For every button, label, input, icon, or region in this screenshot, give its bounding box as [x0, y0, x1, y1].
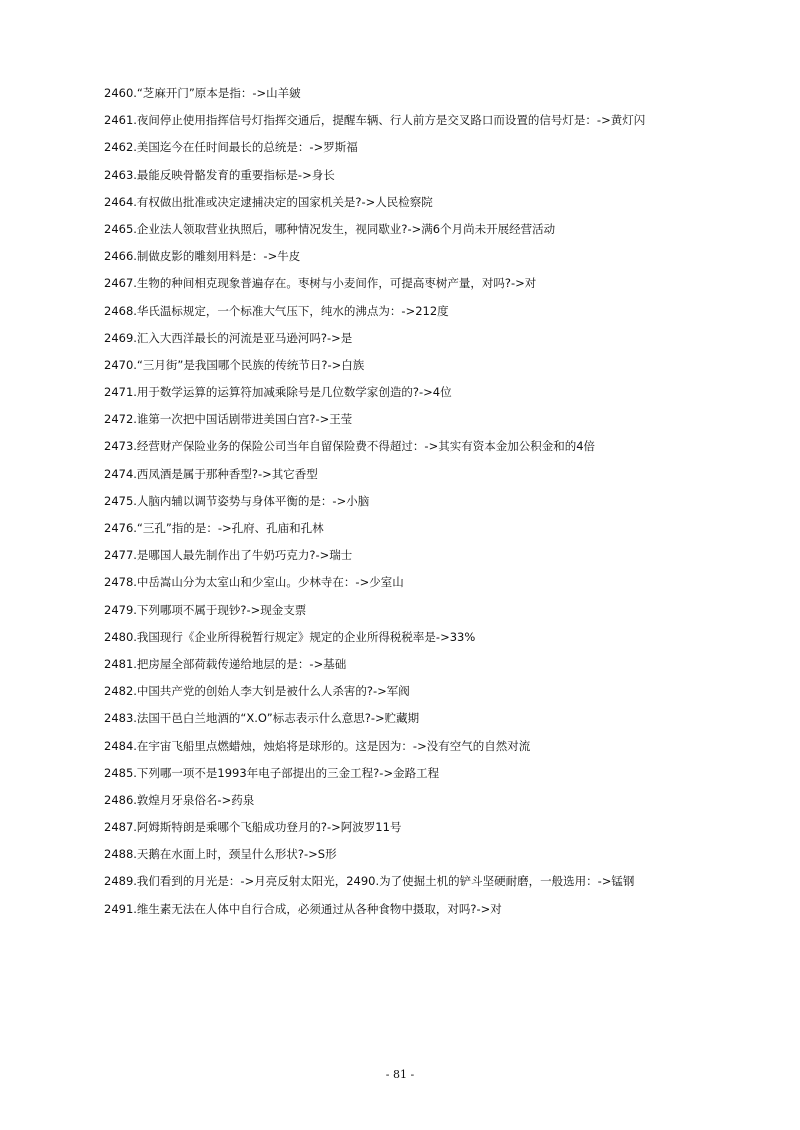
list-item: 2488.天鹅在水面上时，颈呈什么形状?->S形 — [104, 847, 337, 862]
list-item: 2471.用于数学运算的运算符加减乘除号是几位数学家创造的?->4位 — [104, 385, 452, 400]
list-item: 2491.维生素无法在人体中自行合成，必须通过从各种食物中摄取，对吗?->对 — [104, 901, 502, 916]
list-item: 2472.谁第一次把中国话剧带进美国白宫?->王莹 — [104, 412, 353, 427]
list-item: 2463.最能反映骨骼发育的重要指标是->身长 — [104, 167, 335, 182]
list-item: 2464.有权做出批准或决定逮捕决定的国家机关是?->人民检察院 — [104, 194, 433, 209]
list-item: 2469.汇入大西洋最长的河流是亚马逊河吗?->是 — [104, 330, 353, 345]
list-item: 2465.企业法人领取营业执照后，哪种情况发生，视同歇业?->满6个月尚未开展经营活动 — [104, 221, 556, 236]
list-item: 2485.下列哪一项不是1993年电子部提出的三金工程?->金路工程 — [104, 765, 440, 780]
list-item: 2482.中国共产党的创始人李大钊是被什么人杀害的?->军阀 — [104, 684, 410, 699]
list-item: 2470.“三月街”是我国哪个民族的传统节日?->白族 — [104, 357, 365, 372]
list-item: 2461.夜间停止使用指挥信号灯指挥交通后，提醒车辆、行人前方是交叉路口而设置的信号灯是：->黄灯闪 — [104, 113, 646, 128]
list-item: 2475.人脑内辅以调节姿势与身体平衡的是：->小脑 — [104, 493, 370, 508]
list-item: 2487.阿姆斯特朗是乘哪个飞船成功登月的?->阿波罗11号 — [104, 820, 402, 835]
list-item: 2476.“三孔”指的是：->孔府、孔庙和孔林 — [104, 521, 324, 535]
list-item: 2489.我们看到的月光是：->月亮反射太阳光，2490.为了使掘土机的铲斗坚硬耐磨，一般选用：->锰钢 — [104, 874, 635, 889]
list-item: 2473.经营财产保险业务的保险公司当年自留保险费不得超过：->其实有资本金加公积金和的4倍 — [104, 439, 596, 454]
list-item: 2484.在宇宙飞船里点燃蜡烛，烛焰将是球形的。这是因为：->没有空气的自然对流 — [104, 738, 531, 753]
list-item: 2466.制做皮影的雕刻用料是：->牛皮 — [104, 249, 301, 264]
list-item: 2483.法国干邑白兰地酒的“X.O”标志表示什么意思?->贮藏期 — [104, 711, 420, 726]
list-item: 2486.敦煌月牙泉俗名->药泉 — [104, 792, 255, 807]
qa-list — [104, 80, 764, 923]
list-item: 2477.是哪国人最先制作出了牛奶巧克力?->瑞士 — [104, 548, 353, 563]
list-item: 2481.把房屋全部荷载传递给地层的是：->基础 — [104, 656, 347, 671]
list-item: 2467.生物的种间相克现象普遍存在。枣树与小麦间作，可提高枣树产量，对吗?->对 — [104, 276, 537, 291]
list-item: 2474.西凤酒是属于那种香型?->其它香型 — [104, 466, 318, 481]
list-item: 2480.我国现行《企业所得税暂行规定》规定的企业所得税税率是->33% — [104, 629, 476, 644]
list-item: 2468.华氏温标规定，一个标准大气压下，纯水的沸点为：->212度 — [104, 303, 449, 318]
list-item: 2479.下列哪项不属于现钞?->现金支票 — [104, 602, 307, 617]
page-number: - 81 - — [385, 1068, 415, 1081]
list-item: 2460.“芝麻开门”原本是指：->山羊皴 — [104, 86, 301, 100]
list-item: 2478.中岳嵩山分为太室山和少室山。少林寺在：->少室山 — [104, 575, 404, 590]
list-item: 2462.美国迄今在任时间最长的总统是：->罗斯福 — [104, 140, 358, 155]
